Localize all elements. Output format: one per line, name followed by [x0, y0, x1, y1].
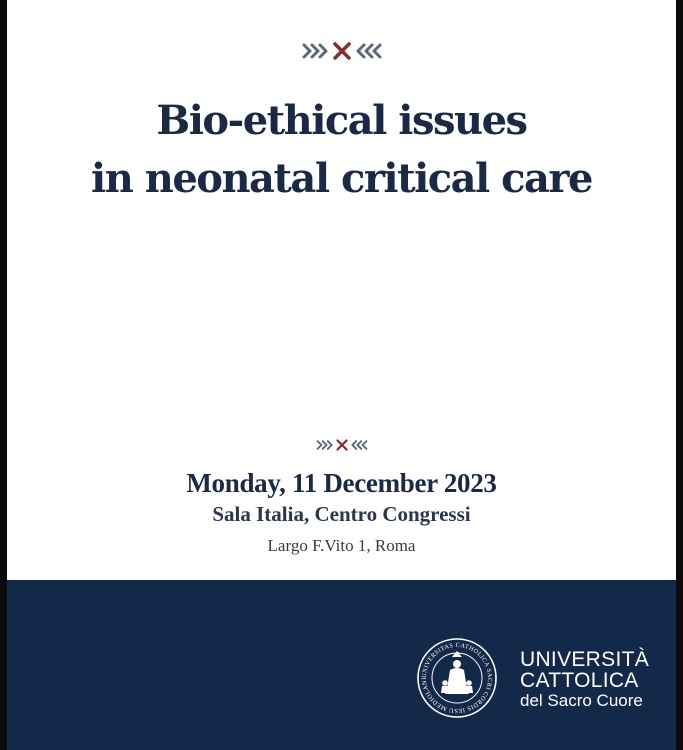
- event-venue: Sala Italia, Centro Congressi: [212, 502, 471, 526]
- event-title: [7, 92, 676, 208]
- event-address: Largo F.Vito 1, Roma: [267, 536, 416, 555]
- university-name-line-2: CATTOLICA: [520, 669, 639, 692]
- university-wordmark: [520, 649, 649, 710]
- university-name-line-3: del Sacro Cuore: [520, 691, 643, 710]
- seal-ring-text: UNIVERSITAS CATHOLICA SACRI CORDIS IESU MEDIOLANI: [420, 641, 494, 715]
- university-seal-icon: [416, 637, 498, 719]
- chevron-cross-ornament-icon: [315, 437, 369, 453]
- footer-band: [7, 580, 676, 750]
- event-date: Monday, 11 December 2023: [186, 468, 497, 498]
- university-name-line-1: UNIVERSITÀ: [520, 648, 650, 671]
- invitation-page: [7, 0, 676, 750]
- event-title-line-2: in neonatal critical care: [91, 155, 592, 202]
- chevron-cross-ornament-icon: [300, 40, 384, 62]
- event-title-line-1: Bio-ethical issues: [156, 97, 527, 144]
